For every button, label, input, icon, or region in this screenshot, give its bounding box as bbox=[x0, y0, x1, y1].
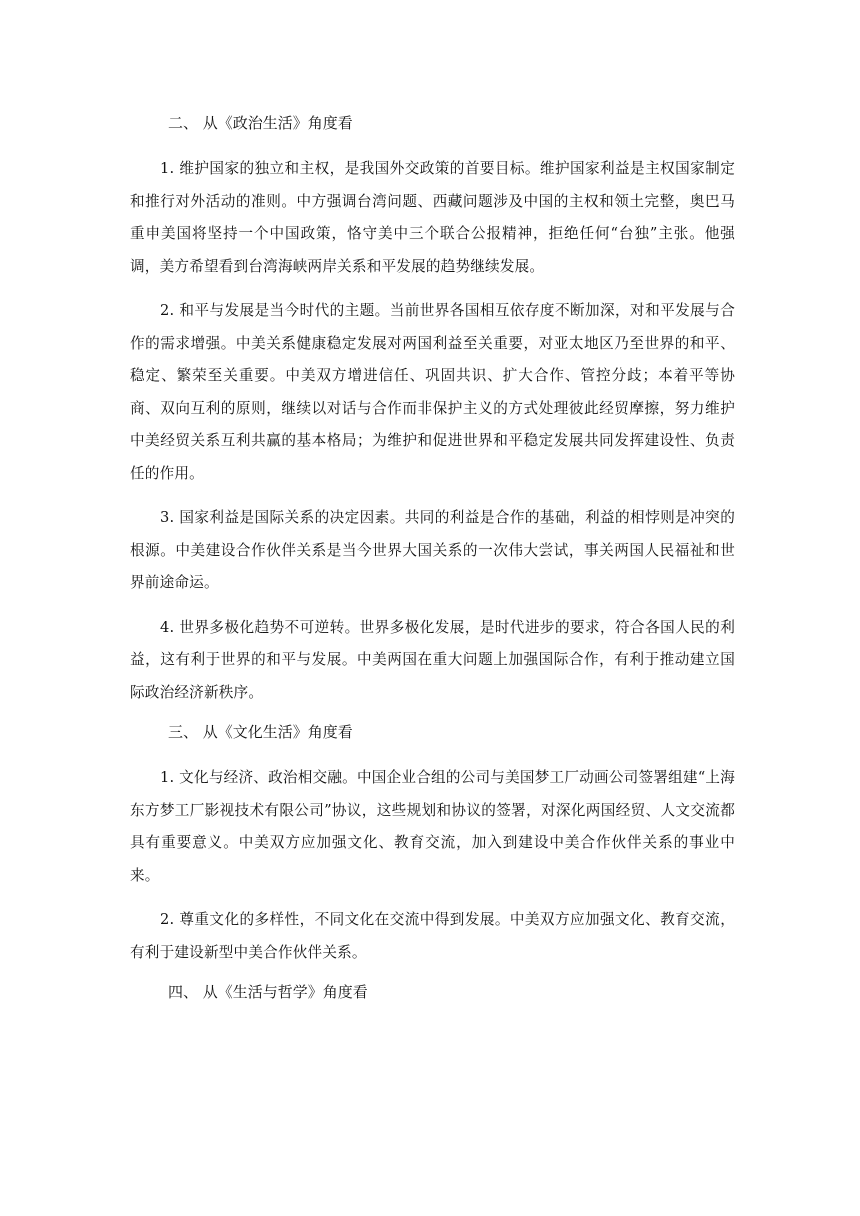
paragraph: 4. 世界多极化趋势不可逆转。世界多极化发展，是时代进步的要求，符合各国人民的利益，这有利于世界的和平与发展。中美两国在重大问题上加强国际合作，有利于推动建立国际政治经济新秩序。 bbox=[130, 618, 735, 701]
section-heading: 四、 从《生活与哲学》角度看 bbox=[168, 983, 368, 1001]
section-philosophy bbox=[130, 981, 735, 1003]
section-politics bbox=[130, 112, 735, 709]
paragraph: 1. 维护国家的独立和主权，是我国外交政策的首要目标。维护国家利益是主权国家制定和推行对外活动的准则。中方强调台湾问题、西藏问题涉及中国的主权和领土完整，奥巴马重申美国将坚持一个中国政策，恪守美中三个联合公报精神，拒绝任何“台独”主张。他强调，美方希望看到台湾海峡两岸关系和平发展的趋势继续发展。 bbox=[130, 160, 735, 275]
section-heading: 三、 从《文化生活》角度看 bbox=[168, 723, 353, 741]
paragraph: 1. 文化与经济、政治相交融。中国企业合组的公司与美国梦工厂动画公司签署组建“上海东方梦工厂影视技术有限公司”协议，这些规划和协议的签署，对深化两国经贸、人文交流都具有重要意义。中美双方应加强文化、教育交流，加入到建设中美合作伙伴关系的事业中来。 bbox=[130, 769, 735, 884]
section-heading: 二、 从《政治生活》角度看 bbox=[168, 114, 353, 132]
document-page bbox=[130, 112, 735, 1022]
section-culture bbox=[130, 721, 735, 969]
paragraph: 2. 尊重文化的多样性，不同文化在交流中得到发展。中美双方应加强文化、教育交流，有利于建设新型中美合作伙伴关系。 bbox=[130, 911, 735, 961]
paragraph: 2. 和平与发展是当今时代的主题。当前世界各国相互依存度不断加深，对和平发展与合作的需求增强。中美关系健康稳定发展对两国利益至关重要，对亚太地区乃至世界的和平、稳定、繁荣至关重要。中美双方增进信任、巩固共识、扩大合作、管控分歧；本着平等协商、双向互利的原则，继续以对话与合作而非保护主义的方式处理彼此经贸摩擦，努力维护中美经贸关系互利共赢的基本格局；为维护和促进世界和平稳定发展共同发挥建设性、负责任的作用。 bbox=[130, 302, 735, 482]
paragraph: 3. 国家利益是国际关系的决定因素。共同的利益是合作的基础，利益的相悖则是冲突的根源。中美建设合作伙伴关系是当今世界大国关系的一次伟大尝试，事关两国人民福祉和世界前途命运。 bbox=[130, 509, 735, 591]
